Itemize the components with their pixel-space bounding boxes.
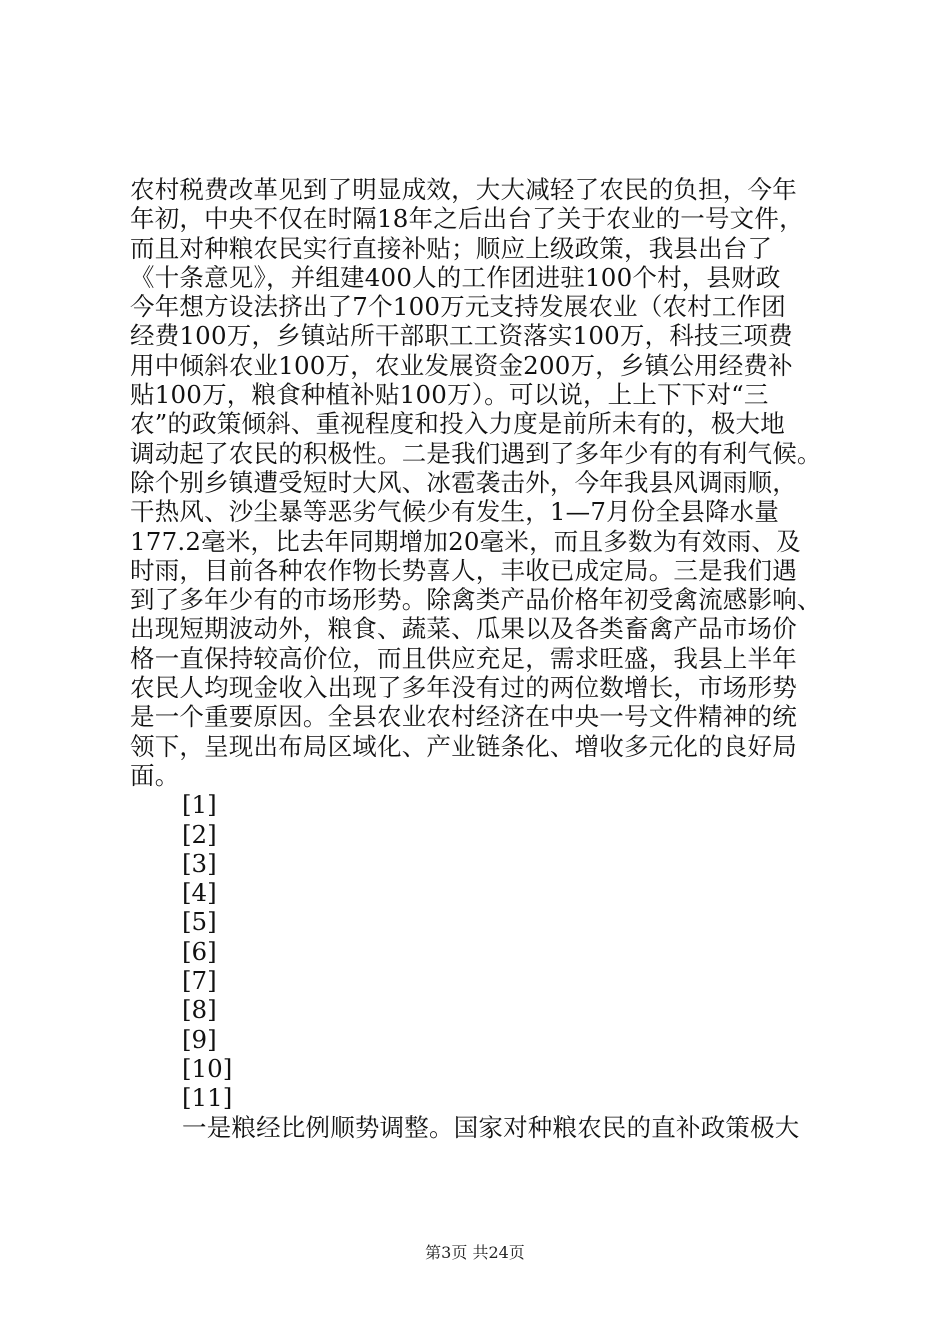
paragraph-line: 出现短期波动外，粮食、蔬菜、瓜果以及各类畜禽产品市场价 xyxy=(130,614,797,644)
reference-marker[interactable]: [2] xyxy=(182,819,217,849)
reference-marker[interactable]: [10] xyxy=(182,1053,233,1083)
paragraph-line: 领下，呈现出布局区域化、产业链条化、增收多元化的良好局 xyxy=(130,731,797,761)
reference-marker[interactable]: [1] xyxy=(182,790,217,820)
body-text xyxy=(130,175,830,1142)
paragraph-line: 而且对种粮农民实行直接补贴；顺应上级政策，我县出台了 xyxy=(130,233,773,263)
paragraph-line: 是一个重要原因。全县农业农村经济在中央一号文件精神的统 xyxy=(130,702,797,732)
paragraph-line: 农”的政策倾斜、重视程度和投入力度是前所未有的，极大地 xyxy=(130,409,785,439)
paragraph-line: 时雨，目前各种农作物长势喜人，丰收已成定局。三是我们遇 xyxy=(130,555,797,585)
page-footer: 第3页 共24页 xyxy=(425,1243,525,1262)
paragraph-line: 年初，中央不仅在时隔18年之后出台了关于农业的一号文件， xyxy=(130,204,804,234)
reference-marker[interactable]: [3] xyxy=(182,848,217,878)
reference-marker[interactable]: [11] xyxy=(182,1083,233,1113)
paragraph-line: 农民人均现金收入出现了多年没有过的两位数增长，市场形势 xyxy=(130,673,797,703)
reference-marker[interactable]: [6] xyxy=(182,936,217,966)
paragraph-line: 到了多年少有的市场形势。除禽类产品价格年初受禽流感影响、 xyxy=(130,585,822,615)
paragraph-line: 今年想方设法挤出了7个100万元支持发展农业（农村工作团 xyxy=(130,292,786,322)
paragraph-line: 177.2毫米，比去年同期增加20毫米，而且多数为有效雨、及 xyxy=(130,526,801,556)
paragraph-line: 经费100万，乡镇站所干部职工工资落实100万，科技三项费 xyxy=(130,321,793,351)
paragraph-line: 农村税费改革见到了明显成效，大大减轻了农民的负担，今年 xyxy=(130,175,797,204)
paragraph-line: 除个别乡镇遭受短时大风、冰雹袭击外，今年我县风调雨顺， xyxy=(130,467,797,497)
paragraph-line: 干热风、沙尘暴等恶劣气候少有发生，1—7月份全县降水量 xyxy=(130,497,780,527)
paragraph-line: 格一直保持较高价位，而且供应充足，需求旺盛，我县上半年 xyxy=(130,643,797,673)
reference-marker[interactable]: [4] xyxy=(182,878,217,908)
reference-marker[interactable]: [7] xyxy=(182,966,217,996)
paragraph-line: 调动起了农民的积极性。二是我们遇到了多年少有的有利气候。 xyxy=(130,438,822,468)
reference-marker[interactable]: [9] xyxy=(182,1024,217,1054)
paragraph-line: 贴100万，粮食种植补贴100万）。可以说，上上下下对“三 xyxy=(130,380,769,410)
reference-marker[interactable]: [5] xyxy=(182,907,217,937)
paragraph-line: 《十条意见》，并组建400人的工作团进驻100个村，县财政 xyxy=(130,262,781,292)
closing-paragraph-line: 一是粮经比例顺势调整。国家对种粮农民的直补政策极大 xyxy=(182,1112,800,1142)
reference-marker[interactable]: [8] xyxy=(182,995,217,1025)
paragraph-line: 面。 xyxy=(130,760,180,790)
paragraph-line: 用中倾斜农业100万，农业发展资金200万，乡镇公用经费补 xyxy=(130,350,793,380)
